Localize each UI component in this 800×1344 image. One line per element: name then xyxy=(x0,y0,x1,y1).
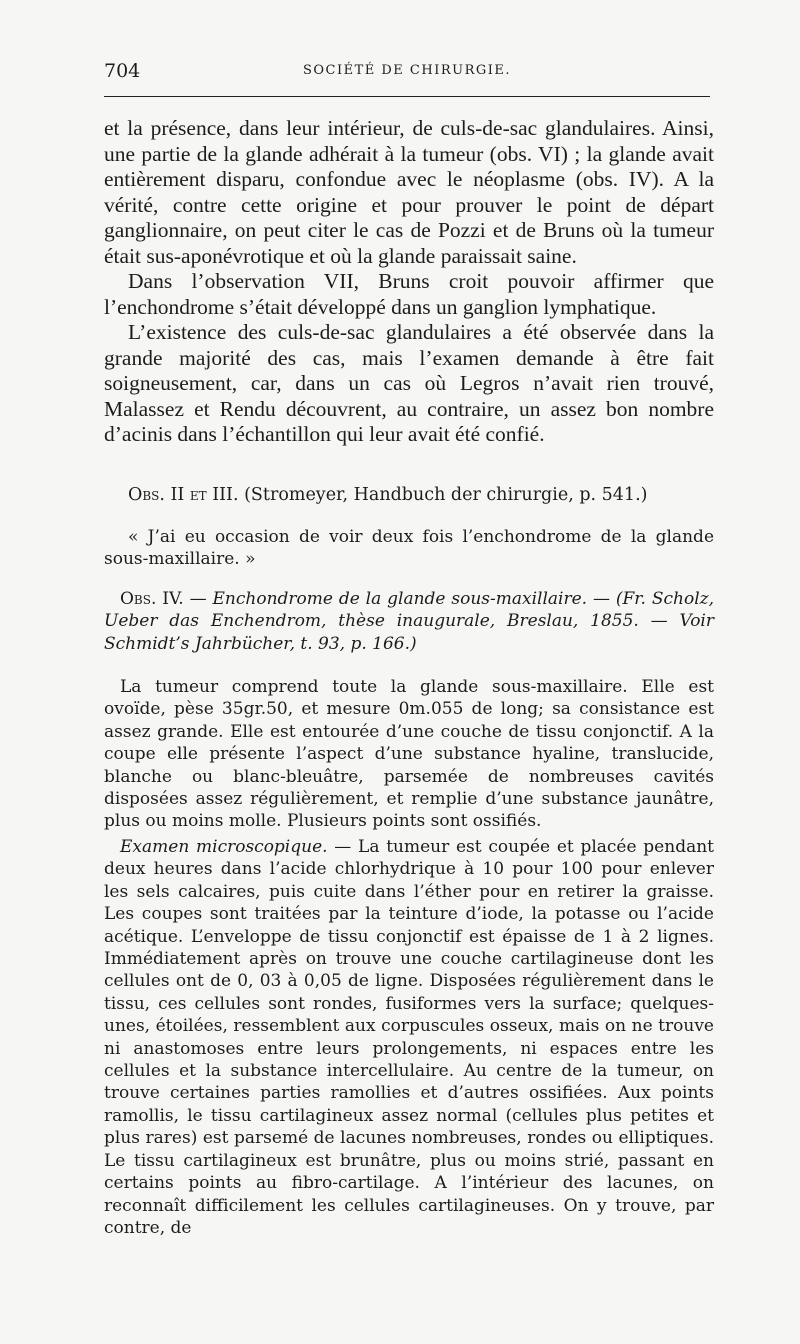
paragraph-3: L’existence des culs-de-sac glandulaires a été observée dans la grande majorité des cas, mais l’examen demande à être fait soigneusement, car, dans un cas où Legros n’avait rien trouvé, Malassez et Rendu découvrent, au contraire, un assez bon nombre d’acinis dans l’échantillon qui leur avait été confié. xyxy=(104,320,714,446)
microscopic-exam xyxy=(104,836,714,1239)
obs-2-3-citation xyxy=(104,484,714,506)
paragraph-2: Dans l’observation VII, Bruns croit pouvoir affirmer que l’enchondrome s’était développé dans un ganglion lymphatique. xyxy=(104,269,714,319)
main-text xyxy=(104,116,714,448)
header-rule xyxy=(104,96,710,97)
obs-4-text: — Enchondrome de la glande sous-maxillaire. — (Fr. Scholz, Ueber das Enchendrom, thèse inaugurale, Breslau, 1855. — Voir Schmidt’s Jahrbücher, t. 93, p. 166.) xyxy=(104,589,714,654)
running-head: SOCIÉTÉ DE CHIRURGIE. xyxy=(302,63,512,78)
obs-4-label: Obs. IV. xyxy=(120,589,184,609)
microscopic-exam-text: — La tumeur est coupée et placée pendant deux heures dans l’acide chlorhydrique à 10 pour 100 pour enlever les sels calcaires, puis cuite dans l’éther pour en retirer la graisse. Les coupes sont traitées par la teinture d’iode, la potasse ou l’acide acétique. L’enveloppe de tissu conjonctif est épaisse de 1 à 2 lignes. Immédiatement après on trouve une couche cartilagineuse dont les cellules ont de 0, 03 à 0,05 de ligne. Disposées régulièrement dans le tissu, ces cellules sont rondes, fusiformes vers la surface; quelques-unes, étoilées, ressemblent aux corpuscules osseux, mais on ne trouve ni anastomoses entre leurs prolongements, ni espaces entre les cellules et la substance intercellulaire. Au centre de la tumeur, on trouve certaines parties ramollies et d’autres ossifiées. Aux points ramollis, le tissu cartilagineux assez normal (cellules plus petites et plus rares) est parsemé de lacunes nombreuses, rondes ou elliptiques. Le tissu cartilagineux est brunâtre, plus ou moins strié, passant en certains points au fibro-cartilage. A l’intérieur des lacunes, on reconnaît difficilement les cellules cartilagineuses. On y trouve, par contre, de xyxy=(104,837,714,1238)
obs-2-3-label: Obs. II et III. xyxy=(128,485,239,505)
quote: « J’ai eu occasion de voir deux fois l’enchondrome de la glande sous-maxillaire. » xyxy=(104,527,714,570)
page-header xyxy=(104,60,710,88)
paragraph-1: et la présence, dans leur intérieur, de culs-de-sac glandulaires. Ainsi, une partie de la glande adhérait à la tumeur (obs. VI) ; la glande avait entièrement disparu, confondue avec le néoplasme (obs. IV). A la vérité, contre cette origine et pour prouver le point de départ ganglionnaire, on peut citer le cas de Pozzi et de Bruns où la tumeur était sus-aponévrotique et où la glande paraissait saine. xyxy=(104,116,714,268)
microscopic-exam-label: Examen microscopique. xyxy=(120,837,328,857)
page-number: 704 xyxy=(104,60,141,82)
obs-4-citation xyxy=(104,588,714,655)
obs-2-3-text: (Stromeyer, Handbuch der chirurgie, p. 541.) xyxy=(244,485,648,505)
case-description: La tumeur comprend toute la glande sous-maxillaire. Elle est ovoïde, pèse 35gr.50, et mesure 0m.055 de long; sa consistance est assez grande. Elle est entourée d’une couche de tissu conjonctif. A la coupe elle présente l’aspect d’une substance hyaline, translucide, blanche ou blanc-bleuâtre, parsemée de nombreuses cavités disposées assez régulièrement, et remplie d’une substance jaunâtre, plus ou moins molle. Plusieurs points sont ossifiés. xyxy=(104,677,714,832)
